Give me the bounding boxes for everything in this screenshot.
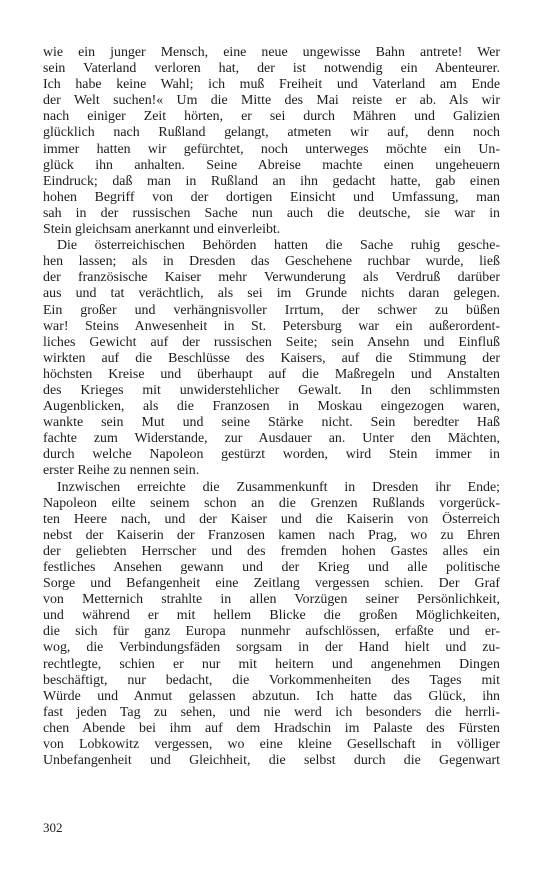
text-line: Ich habe keine Wahl; ich muß Freiheit und Vaterland am Ende: [43, 77, 500, 93]
text-line: ten Heere nach, und der Kaiser und die Kaiserin von Österreich: [43, 511, 500, 527]
text-line: chen Abende bei ihm auf dem Hradschin im Palaste des Fürsten: [43, 720, 500, 736]
text-line: durch welche Napoleon gestürzt worden, wird Stein immer in: [43, 447, 500, 463]
text-line: nebst der Kaiserin der Franzosen kamen nach Prag, wo zu Ehren: [43, 527, 500, 543]
text-line: fachte zum Widerstande, zur Ausdauer an. Unter den Mächten,: [43, 431, 500, 447]
text-line: hohen Begriff von der dortigen Einsicht und Umfassung, man: [43, 189, 500, 205]
text-line: von Lobkowitz vergessen, wo eine kleine Gesellschaft in völliger: [43, 737, 500, 753]
text-line: Augenblicken, als die Franzosen in Moskau eingezogen waren,: [43, 399, 500, 415]
text-line: Eindruck; daß man in Rußland an ihn gedacht hatte, gab einen: [43, 173, 500, 189]
text-line: beschäftigt, nur bedacht, die Vorkommenheiten des Tages mit: [43, 672, 500, 688]
text-line: Napoleon eilte seinem schon an die Grenzen Rußlands vorgerück-: [43, 495, 500, 511]
text-line: wie ein junger Mensch, eine neue ungewisse Bahn antrete! Wer: [43, 45, 500, 60]
text-line: liches Gewicht auf der russischen Seite; sein Ansehn und Einfluß: [43, 334, 500, 350]
text-line: wankte sein Mut und seine Stärke nicht. Sein beredter Haß: [43, 415, 500, 431]
text-line: und während er mit hellem Blicke die großen Möglichkeiten,: [43, 608, 500, 624]
text-line: wog, die Verbindungsfäden sorgsam in der Hand hielt und zu-: [43, 640, 500, 656]
text-line: sah in der russischen Sache nun auch die deutsche, sie war in: [43, 205, 500, 221]
text-line: rechtlegte, schien er nur mit heitern und angenehmen Dingen: [43, 656, 500, 672]
text-line: erster Reihe zu nennen sein.: [43, 463, 200, 479]
text-line: aus und tat verächtlich, als sei im Grunde nichts daran gelegen.: [43, 286, 500, 302]
text-line: Würde und Anmut gelassen abzutun. Ich hatte das Glück, ihn: [43, 688, 500, 704]
text-line: Die österreichischen Behörden hatten die Sache ruhig gesche-: [57, 238, 500, 254]
text-line: Ein großer und verhängnisvoller Irrtum, der schwer zu büßen: [43, 302, 500, 318]
text-line: glücklich nach Rußland gelangt, atmeten wir auf, denn noch: [43, 125, 500, 141]
text-line: festliches Ansehen gewann und der Krieg und alle politische: [43, 560, 500, 575]
book-page-text: [43, 45, 500, 769]
text-line: des Krieges mit unwiderstehlicher Gewalt. In den schlimmsten: [43, 382, 500, 398]
page-number: 302: [43, 820, 63, 835]
text-line: Sorge und Befangenheit eine Zeitlang vergessen schien. Der Graf: [43, 576, 500, 592]
text-line: der geliebten Herrscher und des fremden hohen Gastes alles ein: [43, 543, 500, 559]
text-line: nach einiger Zeit hörten, er sei durch Mähren und Galizien: [43, 109, 500, 125]
text-line: Inzwischen erreichte die Zusammenkunft in Dresden ihr Ende;: [57, 479, 500, 495]
text-line: höchsten Kreise und überhaupt auf die Maßregeln und Anstalten: [43, 366, 500, 382]
text-line: wirkten auf die Beschlüsse des Kaisers, auf die Stimmung der: [43, 350, 500, 366]
text-line: war! Steins Anwesenheit in St. Petersburg war ein außerordent-: [43, 318, 500, 334]
text-line: hen lassen; als in Dresden das Geschehene ruchbar wurde, ließ: [43, 254, 500, 270]
text-line: Stein gleichsam anerkannt und einverleibt.: [43, 222, 281, 238]
text-line: glück ihn anhalten. Seine Abreise machte einen ungeheuern: [43, 157, 500, 173]
text-line: Unbefangenheit und Gleichheit, die selbst durch die Gegenwart: [43, 753, 500, 769]
text-line: immer hatten wir gefürchtet, noch unterweges möchte ein Un-: [43, 141, 500, 157]
text-line: von Metternich strahlte in allen Vorzügen seiner Persönlichkeit,: [43, 592, 500, 608]
text-line: die sich für ganz Europa nunmehr aufschlössen, erfaßte und er-: [43, 624, 500, 640]
text-line: sein Vaterland verloren hat, der ist notwendig ein Abenteurer.: [43, 61, 500, 77]
text-line: der französische Kaiser mehr Verwunderung als Verdruß darüber: [43, 270, 500, 286]
text-line: fast jeden Tag zu sehen, und nie werd ich besonders die herrli-: [43, 704, 500, 720]
text-line: der Welt suchen!« Um die Mitte des Mai reiste er ab. Als wir: [43, 93, 500, 109]
